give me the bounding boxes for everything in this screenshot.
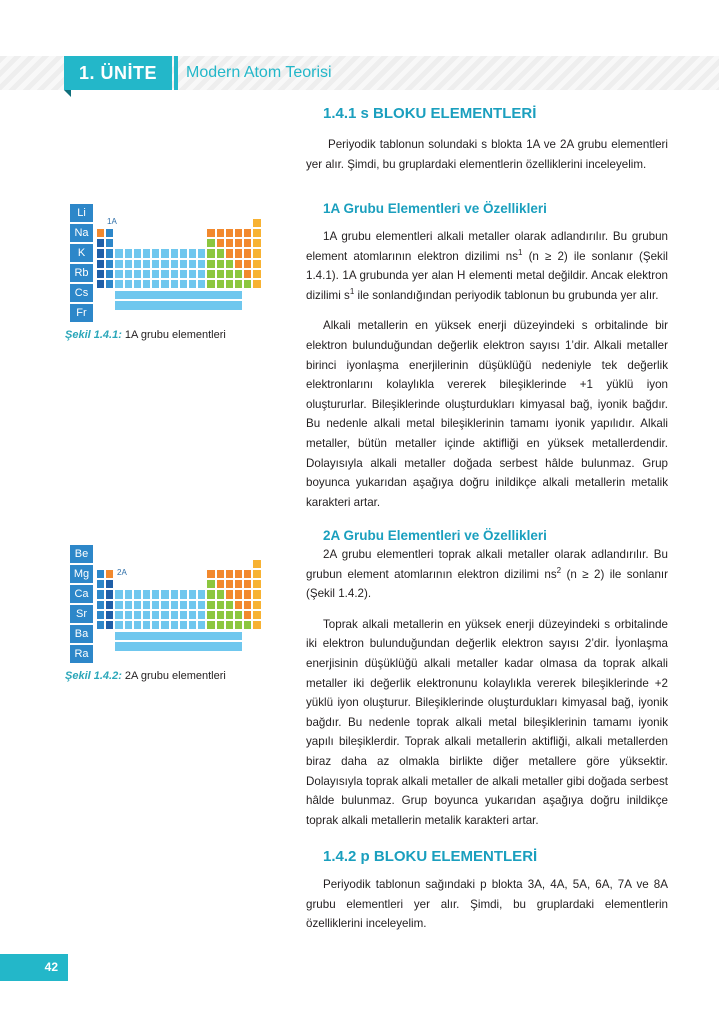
periodic-table-cell — [225, 610, 234, 620]
periodic-table-cell — [234, 279, 243, 289]
periodic-table-cell — [243, 569, 252, 579]
periodic-table-cell — [96, 620, 105, 630]
periodic-table-cell — [234, 269, 243, 279]
periodic-table-cell — [160, 269, 169, 279]
periodic-table-cell — [142, 259, 151, 269]
periodic-table-cell — [225, 569, 234, 579]
periodic-table-cell — [252, 600, 261, 610]
periodic-table-cell — [96, 589, 105, 599]
periodic-table-cell — [225, 579, 234, 589]
periodic-table-cell — [114, 269, 123, 279]
periodic-table-cell — [170, 279, 179, 289]
periodic-table-cell — [114, 610, 123, 620]
periodic-table-cell — [206, 569, 215, 579]
periodic-table-cell — [188, 610, 197, 620]
section-p-block — [306, 848, 668, 934]
group-label-1a: 1A — [107, 217, 117, 226]
periodic-table-cell — [188, 248, 197, 258]
periodic-table-cell — [252, 579, 261, 589]
figure-caption-1: Şekil 1.4.1: 1A grubu elementleri — [65, 329, 226, 341]
periodic-table-cell — [216, 259, 225, 269]
periodic-table-cell — [197, 248, 206, 258]
periodic-table-cell — [124, 269, 133, 279]
periodic-table-cell — [179, 259, 188, 269]
periodic-table-cell — [188, 589, 197, 599]
periodic-table-cell — [197, 269, 206, 279]
periodic-table-cell — [252, 259, 261, 269]
periodic-table-cell — [243, 279, 252, 289]
periodic-table-cell — [243, 579, 252, 589]
periodic-table-cell — [133, 269, 142, 279]
periodic-table-cell — [197, 600, 206, 610]
periodic-table-cell — [151, 248, 160, 258]
section-1a-group — [306, 201, 668, 512]
periodic-table-cell — [151, 269, 160, 279]
periodic-table-cell — [170, 589, 179, 599]
periodic-table-cell — [252, 218, 261, 228]
periodic-table-cell — [142, 279, 151, 289]
periodic-table-cell — [133, 279, 142, 289]
element-cell: Mg — [69, 564, 94, 584]
periodic-table-cell — [105, 228, 114, 238]
periodic-table-cell — [170, 248, 179, 258]
periodic-table-cell — [160, 610, 169, 620]
periodic-table-cell — [243, 620, 252, 630]
periodic-table-cell — [105, 600, 114, 610]
periodic-table-cell — [243, 228, 252, 238]
paragraph-2a-intro: 2A grubu elementleri toprak alkali metaller olarak adlandırılır. Bu grubun element atomlarının elektron dizilimi $ns^2$ (n ≥ 2) ile sonlanır (Şekil 1.4.2). — [306, 548, 668, 601]
periodic-table-cell — [105, 248, 114, 258]
periodic-table-cell — [142, 589, 151, 599]
periodic-table-cell — [225, 238, 234, 248]
periodic-table-cell — [105, 279, 114, 289]
periodic-table-f-block — [114, 300, 243, 310]
periodic-table-cell — [225, 228, 234, 238]
periodic-table-cell — [216, 238, 225, 248]
periodic-table-cell — [225, 269, 234, 279]
periodic-table-cell — [96, 238, 105, 248]
heading-2a-group: 2A Grubu Elementleri ve Özellikleri — [323, 528, 547, 543]
periodic-table-cell — [160, 600, 169, 610]
periodic-table-cell — [252, 248, 261, 258]
periodic-table-cell — [243, 600, 252, 610]
paragraph-1a-intro: 1A grubu elementleri alkali metaller olarak adlandırılır. Bu grubun element atomlarının elektron dizilimi $ns^1$ (n ≥ 2) ile sonlanır (Şekil 1.4.1). 1A grubunda yer alan H elementi metal değildir. Ancak elektron dizilimi $s^1$ ile sonlandığından periyodik tablonun bu grubunda yer alır. — [306, 230, 668, 302]
periodic-table-cell — [151, 279, 160, 289]
periodic-table-cell — [234, 600, 243, 610]
periodic-table-cell — [225, 620, 234, 630]
periodic-table-cell — [170, 600, 179, 610]
periodic-table-cell — [105, 238, 114, 248]
periodic-table-cell — [225, 600, 234, 610]
periodic-table-cell — [197, 610, 206, 620]
section-s-block-intro: Periyodik tablonun solundaki s blokta 1A ve 2A grubu elementleri yer alır. Şimdi, bu gruplardaki elementlerin özelliklerini inceleyelim. — [306, 138, 668, 171]
periodic-table-cell — [188, 259, 197, 269]
periodic-table-cell — [151, 259, 160, 269]
periodic-table-cell — [216, 610, 225, 620]
periodic-table-cell — [170, 269, 179, 279]
periodic-table-cell — [243, 589, 252, 599]
periodic-table-cell — [124, 259, 133, 269]
periodic-table-cell — [197, 589, 206, 599]
periodic-table-cell — [252, 559, 261, 569]
periodic-table-cell — [234, 579, 243, 589]
periodic-table-cell — [197, 279, 206, 289]
periodic-table-cell — [206, 600, 215, 610]
periodic-table-cell — [225, 259, 234, 269]
periodic-table-cell — [243, 269, 252, 279]
element-cell: K — [69, 243, 94, 263]
periodic-table-cell — [243, 248, 252, 258]
element-cell: Ba — [69, 624, 94, 644]
periodic-table-cell — [179, 589, 188, 599]
periodic-table-cell — [133, 259, 142, 269]
periodic-table-cell — [105, 569, 114, 579]
periodic-table-cell — [216, 579, 225, 589]
unit-title: Modern Atom Teorisi — [186, 64, 332, 81]
periodic-table-cell — [160, 279, 169, 289]
periodic-table-cell — [243, 259, 252, 269]
periodic-table-cell — [124, 610, 133, 620]
periodic-table-cell — [124, 620, 133, 630]
periodic-table-cell — [206, 620, 215, 630]
element-cell: Sr — [69, 604, 94, 624]
periodic-table-cell — [179, 610, 188, 620]
periodic-table-figure-1a — [69, 203, 294, 323]
periodic-table-cell — [179, 620, 188, 630]
periodic-table-cell — [124, 600, 133, 610]
periodic-table-cell — [133, 610, 142, 620]
element-cell: Na — [69, 223, 94, 243]
periodic-table-cell — [216, 248, 225, 258]
periodic-table-cell — [170, 610, 179, 620]
periodic-table-cell — [216, 569, 225, 579]
periodic-table-cell — [243, 238, 252, 248]
periodic-table-cell — [96, 569, 105, 579]
periodic-table-f-block — [114, 290, 243, 300]
periodic-table-cell — [225, 248, 234, 258]
periodic-table-cell — [216, 228, 225, 238]
periodic-table-cell — [151, 589, 160, 599]
periodic-table-cell — [252, 238, 261, 248]
periodic-table-cell — [234, 610, 243, 620]
periodic-table-cell — [234, 589, 243, 599]
periodic-table-cell — [206, 228, 215, 238]
section-heading-p-block: 1.4.2 p BLOKU ELEMENTLERİ — [323, 848, 538, 865]
periodic-table-cell — [252, 269, 261, 279]
periodic-table-cell — [179, 600, 188, 610]
periodic-table-cell — [105, 579, 114, 589]
periodic-table-cell — [206, 579, 215, 589]
periodic-table-cell — [96, 610, 105, 620]
periodic-table-cell — [142, 620, 151, 630]
periodic-table-cell — [105, 259, 114, 269]
periodic-table-cell — [252, 228, 261, 238]
periodic-table-cell — [96, 248, 105, 258]
periodic-table-cell — [234, 259, 243, 269]
periodic-table-cell — [96, 259, 105, 269]
periodic-table-cell — [96, 269, 105, 279]
periodic-table-cell — [96, 279, 105, 289]
periodic-table-cell — [188, 279, 197, 289]
periodic-table-cell — [216, 600, 225, 610]
periodic-table-cell — [216, 589, 225, 599]
periodic-table-cell — [151, 600, 160, 610]
periodic-table-cell — [206, 279, 215, 289]
periodic-table-cell — [216, 620, 225, 630]
periodic-table-cell — [234, 238, 243, 248]
periodic-table-cell — [105, 620, 114, 630]
periodic-table-cell — [197, 259, 206, 269]
page-number: 42 — [0, 954, 68, 981]
periodic-table-cell — [124, 248, 133, 258]
periodic-table-cell — [133, 248, 142, 258]
periodic-table-cell — [252, 620, 261, 630]
periodic-table-cell — [114, 248, 123, 258]
element-cell: Ca — [69, 584, 94, 604]
periodic-table-cell — [160, 248, 169, 258]
periodic-table-cell — [142, 600, 151, 610]
periodic-table-cell — [234, 228, 243, 238]
periodic-table-cell — [114, 259, 123, 269]
paragraph-1a-properties: Alkali metallerin en yüksek enerji düzeyindeki s orbitalinde bir elektron bulunduğundan değerlik elektron sayısı 1’dir. Alkali metaller birinci iyonlaşma enerjilerinin düşüklüğü nedeniyle tek değerlik elektronlarını kolaylıkla vererek bileşiklerinde +1 yüklü iyon oluştururlar. Bileşiklerinde oluşturdukları kimyasal bağ, iyonik bağdır. Bu nedenle alkali metal bileşiklerinin tamamı iyonik yapılıdır. Alkali metaller, bütün metaller içinde aktifliği en yüksek metallerdendir. Dolayısıyla alkali metaller doğada serbest hâlde bulunmaz. Grup boyunca yukarıdan aşağıya doğru inildikçe alkali metallerin metalik karakteri artar. — [306, 319, 668, 509]
periodic-table-cell — [114, 620, 123, 630]
periodic-table-cell — [252, 569, 261, 579]
periodic-table-cell — [170, 620, 179, 630]
periodic-table-cell — [206, 238, 215, 248]
heading-1a-group: 1A Grubu Elementleri ve Özellikleri — [323, 201, 547, 216]
periodic-table-cell — [179, 269, 188, 279]
periodic-table-cell — [252, 279, 261, 289]
section-p-block-intro: Periyodik tablonun sağındaki p blokta 3A, 4A, 5A, 6A, 7A ve 8A grubu elementleri yer alır. Şimdi, bu gruplardaki elementlerin özelliklerini inceleyelim. — [306, 878, 668, 931]
element-cell: Be — [69, 544, 94, 564]
periodic-table-cell — [216, 279, 225, 289]
unit-badge: 1. ÜNİTE — [64, 56, 172, 90]
periodic-table-cell — [160, 589, 169, 599]
section-heading-s-block: 1.4.1 s BLOKU ELEMENTLERİ — [323, 105, 537, 122]
periodic-table-cell — [151, 620, 160, 630]
section-2a-group — [306, 528, 668, 830]
periodic-table-cell — [142, 269, 151, 279]
periodic-table-cell — [96, 579, 105, 589]
periodic-table-cell — [206, 610, 215, 620]
periodic-table-cell — [124, 589, 133, 599]
periodic-table-cell — [234, 569, 243, 579]
periodic-table-cell — [160, 259, 169, 269]
periodic-table-f-block — [114, 641, 243, 651]
element-cell: Li — [69, 203, 94, 223]
periodic-table-cell — [142, 248, 151, 258]
periodic-table-cell — [124, 279, 133, 289]
periodic-table-cell — [216, 269, 225, 279]
periodic-table-cell — [206, 259, 215, 269]
periodic-table-figure-2a — [69, 544, 294, 664]
section-s-block — [306, 105, 668, 174]
periodic-table-cell — [234, 620, 243, 630]
periodic-table-cell — [96, 228, 105, 238]
periodic-table-cell — [133, 620, 142, 630]
periodic-table-cell — [197, 620, 206, 630]
periodic-table-cell — [114, 279, 123, 289]
periodic-table-cell — [206, 248, 215, 258]
element-cell: Rb — [69, 263, 94, 283]
periodic-table-cell — [133, 589, 142, 599]
periodic-table-f-block — [114, 631, 243, 641]
periodic-table-cell — [225, 589, 234, 599]
element-cell: Fr — [69, 303, 94, 323]
periodic-table-cell — [105, 589, 114, 599]
group-label-2a: 2A — [117, 568, 127, 577]
periodic-table-cell — [179, 248, 188, 258]
periodic-table-cell — [206, 269, 215, 279]
periodic-table-cell — [252, 589, 261, 599]
periodic-table-cell — [96, 600, 105, 610]
periodic-table-cell — [105, 610, 114, 620]
unit-badge-fold — [64, 90, 71, 97]
periodic-table-cell — [114, 600, 123, 610]
element-cell: Cs — [69, 283, 94, 303]
periodic-table-cell — [188, 600, 197, 610]
periodic-table-cell — [234, 248, 243, 258]
periodic-table-cell — [188, 620, 197, 630]
periodic-table-cell — [133, 600, 142, 610]
periodic-table-cell — [151, 610, 160, 620]
periodic-table-cell — [252, 610, 261, 620]
element-cell: Ra — [69, 644, 94, 664]
figure-caption-2: Şekil 1.4.2: 2A grubu elementleri — [65, 670, 226, 682]
periodic-table-cell — [188, 269, 197, 279]
periodic-table-cell — [243, 610, 252, 620]
periodic-table-cell — [179, 279, 188, 289]
periodic-table-cell — [105, 269, 114, 279]
paragraph-2a-properties: Toprak alkali metallerin en yüksek enerji düzeyindeki s orbitalinde iki elektron bulunduğundan değerlik elektron sayısı 2’dir. İyonlaşma enerjisinin düşüklüğü alkali metaller kadar olmasa da toprak alkali metaller iki değerlik elektronunu kolaylıkla vererek bileşiklerinde +2 yüklü iyon oluşturur. Bileşiklerinde oluşturdukları kimyasal bağ, iyonik bağdır. Bu nedenle toprak alkali metal bileşiklerinin tamamı iyonik yapılı bileşiklerdir. Toprak alkali metallerin aktifliği, alkali metallerden biraz daha az olmakla birlikte diğer metallere göre yüksektir. Dolayısıyla toprak alkali metaller de alkali metaller gibi doğada serbest hâlde bulunmaz. Grup boyunca yukarıdan aşağıya doğru inildikçe toprak alkali metallerin metalik karakteri artar. — [306, 617, 668, 827]
periodic-table-cell — [170, 259, 179, 269]
periodic-table-cell — [142, 610, 151, 620]
periodic-table-cell — [225, 279, 234, 289]
periodic-table-cell — [160, 620, 169, 630]
periodic-table-cell — [114, 589, 123, 599]
periodic-table-cell — [206, 589, 215, 599]
